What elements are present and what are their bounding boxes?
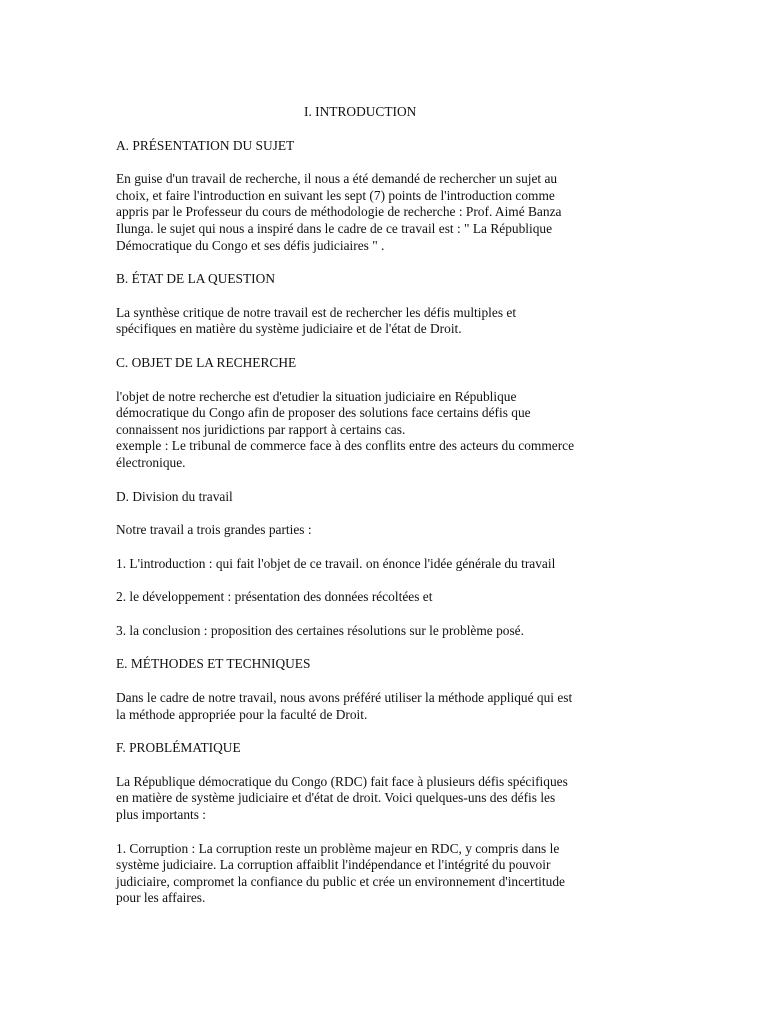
text-line: appris par le Professeur du cours de méthodologie de recherche : Prof. Aimé Banza: [116, 204, 562, 220]
text-line: La République démocratique du Congo (RDC) fait face à plusieurs défis spécifiques: [116, 773, 568, 789]
text-line: 1. Corruption : La corruption reste un problème majeur en RDC, y compris dans le: [116, 840, 560, 856]
text-line: Dans le cadre de notre travail, nous avons préféré utiliser la méthode appliqué qui est: [116, 690, 573, 706]
document-title: I. INTRODUCTION: [304, 104, 417, 119]
text-line: choix, et faire l'introduction en suivant les sept (7) points de l'introduction comme: [116, 187, 555, 203]
section-heading: A. PRÉSENTATION DU SUJET: [116, 137, 295, 153]
text-line: connaissent nos juridictions par rapport à certains cas.: [116, 421, 406, 437]
text-line: judiciaire, compromet la confiance du public et crée un environnement d'incertitude: [116, 873, 565, 889]
text-line: pour les affaires.: [116, 890, 206, 906]
text-line: plus importants :: [116, 807, 207, 823]
text-line: Ilunga. le sujet qui nous a inspiré dans le cadre de ce travail est : " La République: [116, 220, 553, 236]
text-line: l'objet de notre recherche est d'etudier la situation judiciaire en République: [116, 388, 517, 404]
paragraph: [116, 305, 656, 338]
section-heading: F. PROBLÉMATIQUE: [116, 740, 241, 756]
text-line: la méthode appropriée pour la faculté de Droit.: [116, 706, 368, 722]
paragraph: [116, 556, 656, 573]
text-line: système judiciaire. La corruption affaiblit l'indépendance et l'intégrité du pouvoir: [116, 857, 551, 873]
section-heading: C. OBJET DE LA RECHERCHE: [116, 354, 297, 370]
text-line: 2. le développement : présentation des données récoltées et: [116, 589, 433, 605]
document-page: [116, 104, 656, 924]
paragraph: [116, 623, 656, 640]
text-line: 1. L'introduction : qui fait l'objet de ce travail. on énonce l'idée générale du travail: [116, 555, 556, 571]
text-line: Démocratique du Congo et ses défis judiciaires " .: [116, 237, 385, 253]
text-line: spécifiques en matière du système judiciaire et de l'état de Droit.: [116, 321, 462, 337]
section-heading: E. MÉTHODES ET TECHNIQUES: [116, 656, 311, 672]
paragraph: [116, 589, 656, 606]
text-line: En guise d'un travail de recherche, il nous a été demandé de rechercher un sujet au: [116, 171, 558, 187]
text-line: exemple : Le tribunal de commerce face à des conflits entre des acteurs du commerce: [116, 438, 575, 454]
document-body: [116, 138, 656, 907]
section-heading: D. Division du travail: [116, 488, 233, 504]
text-line: en matière de système judiciaire et d'état de droit. Voici quelques-uns des défis les: [116, 790, 556, 806]
text-line: Notre travail a trois grandes parties :: [116, 522, 312, 538]
paragraph: [116, 522, 656, 539]
paragraph: [116, 690, 656, 723]
paragraph: [116, 171, 656, 254]
paragraph: [116, 841, 656, 907]
text-line: La synthèse critique de notre travail est de rechercher les défis multiples et: [116, 304, 517, 320]
paragraph: [116, 774, 656, 824]
text-line: démocratique du Congo afin de proposer des solutions face certains défis que: [116, 405, 531, 421]
text-line: électronique.: [116, 454, 186, 470]
section-heading: B. ÉTAT DE LA QUESTION: [116, 271, 275, 287]
text-line: 3. la conclusion : proposition des certaines résolutions sur le problème posé.: [116, 622, 524, 638]
paragraph: [116, 389, 656, 472]
